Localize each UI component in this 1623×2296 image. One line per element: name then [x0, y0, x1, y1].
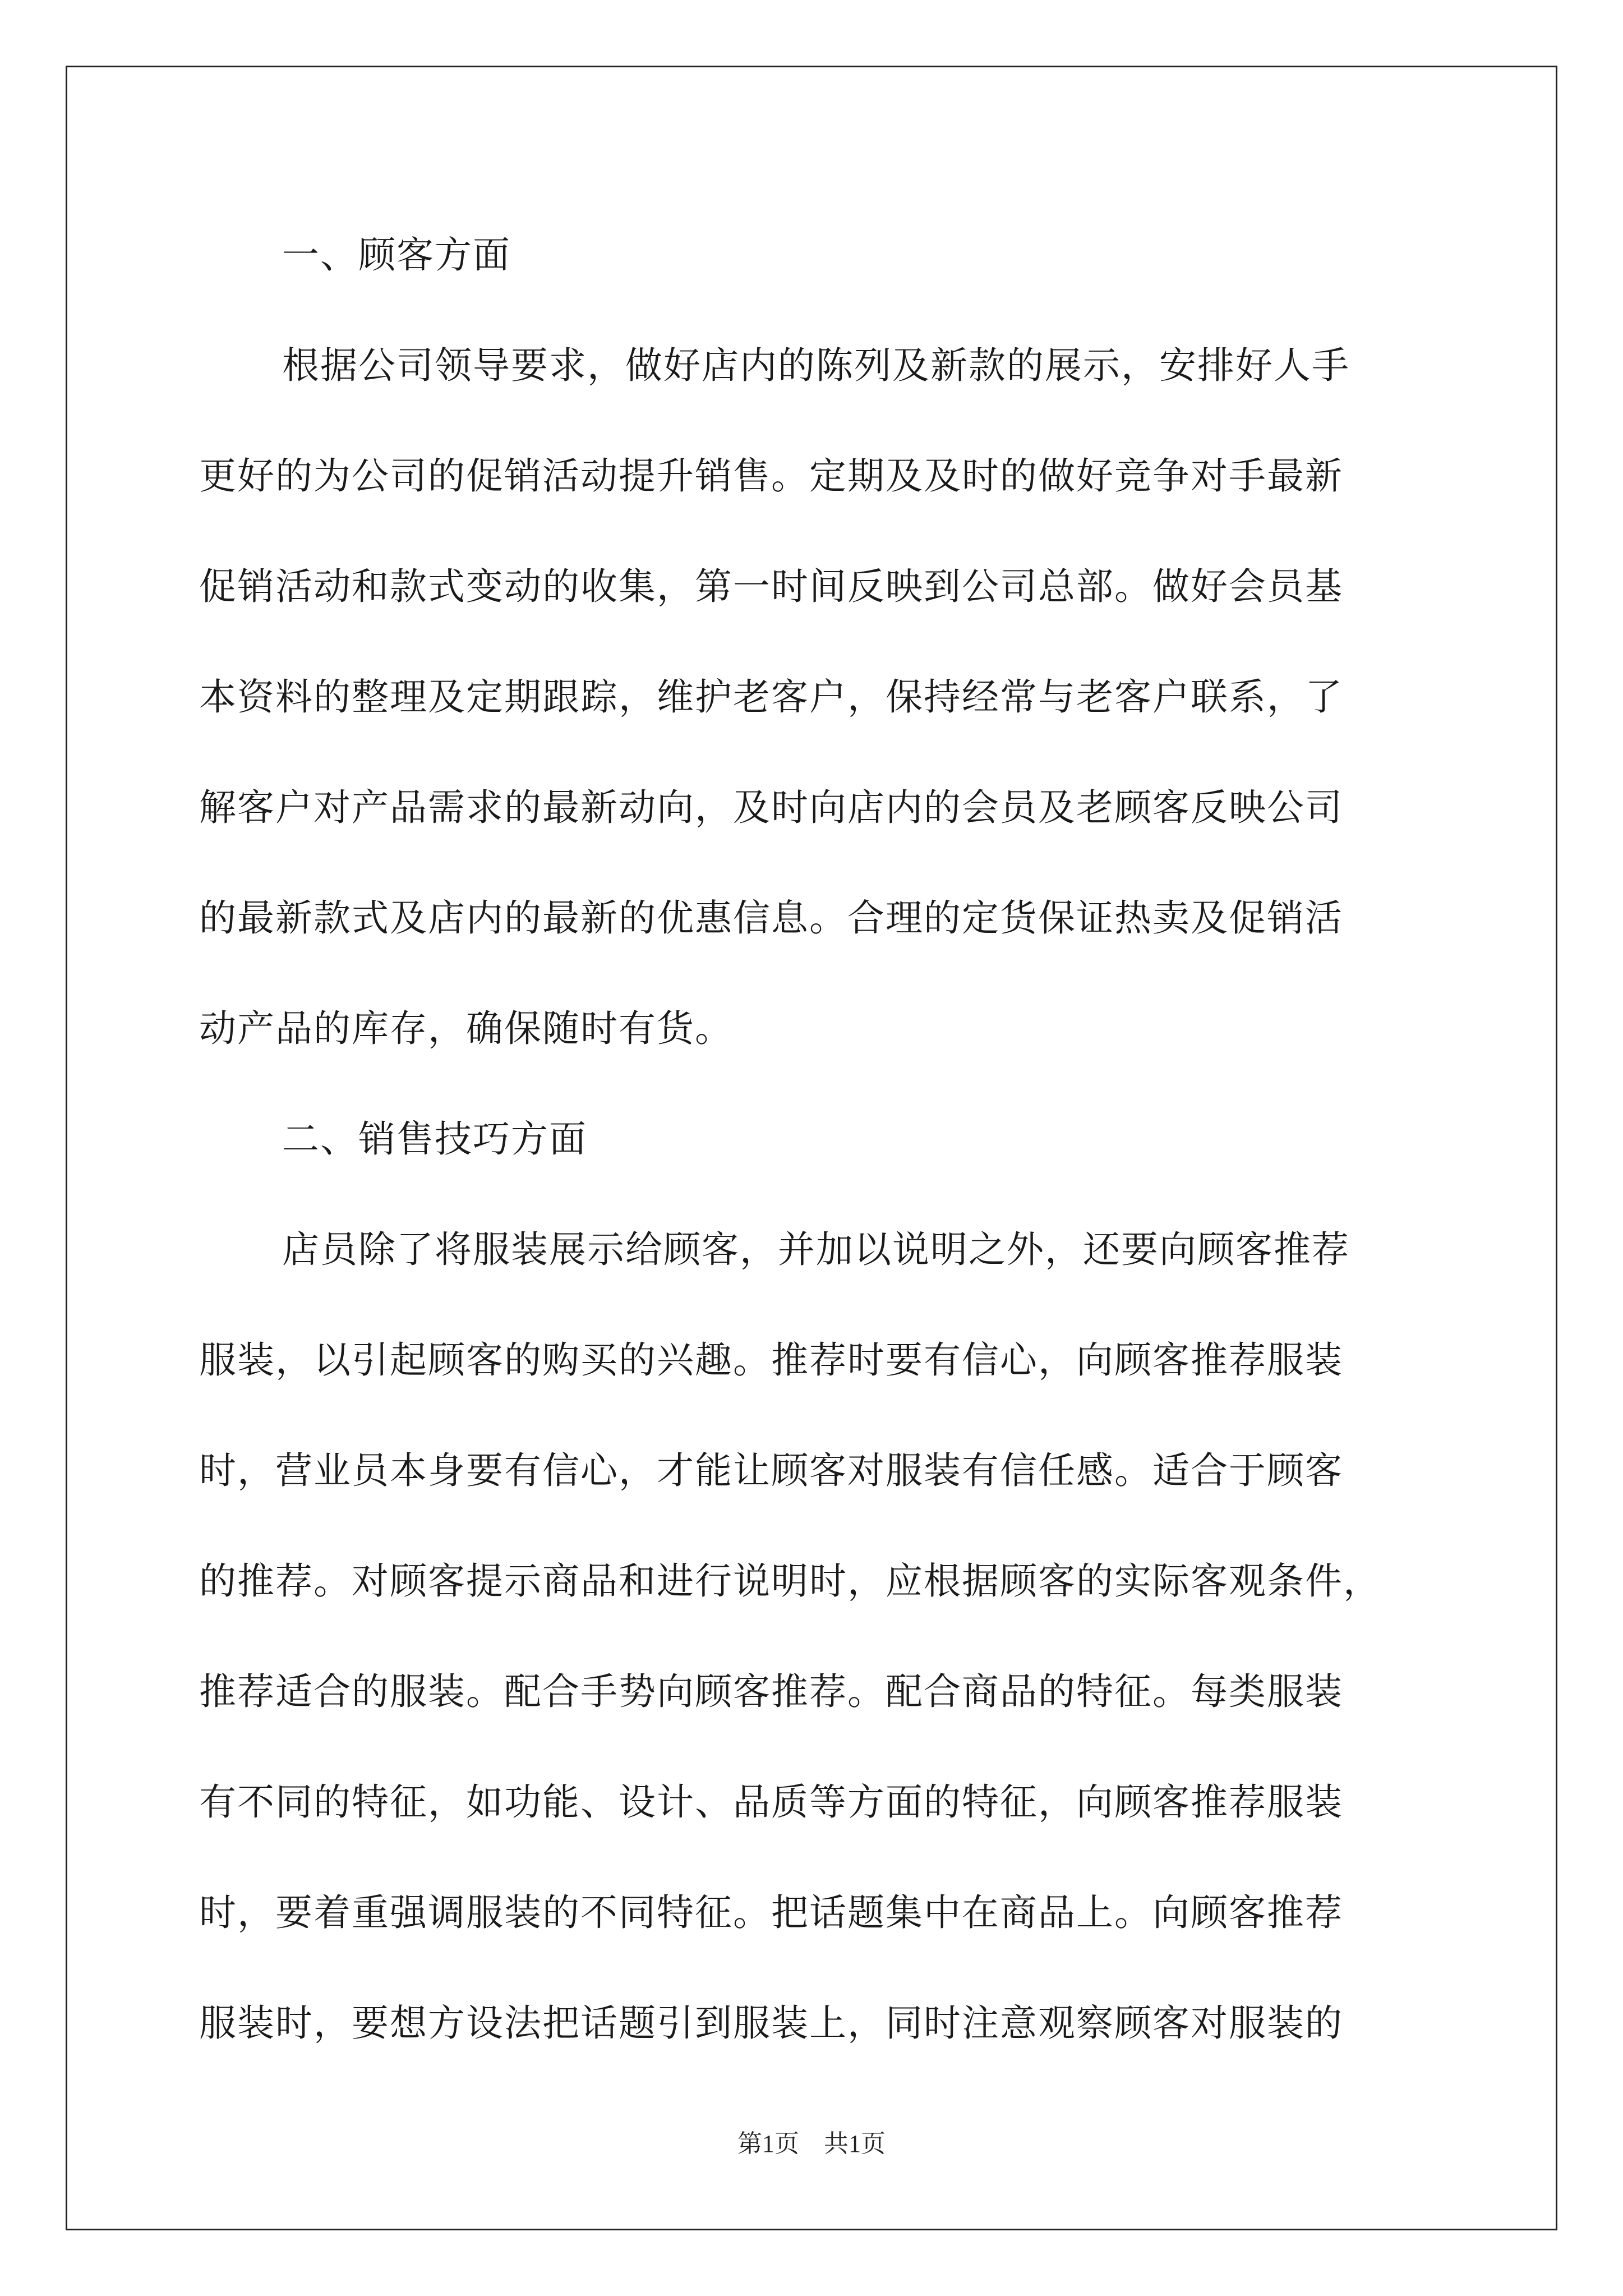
paragraph-line: 解客户对产品需求的最新动向，及时向店内的会员及老顾客反映公司: [199, 786, 1343, 829]
paragraph-line: 时，要着重强调服装的不同特征。把话题集中在商品上。向顾客推荐: [199, 1891, 1343, 1934]
paragraph-line: 推荐适合的服装。配合手势向顾客推荐。配合商品的特征。每类服装: [199, 1670, 1343, 1713]
section-heading-sales-skills: 二、销售技巧方面: [282, 1117, 587, 1161]
paragraph-line: 更好的为公司的促销活动提升销售。定期及及时的做好竞争对手最新: [199, 454, 1343, 498]
paragraph-line: 服装，以引起顾客的购买的兴趣。推荐时要有信心，向顾客推荐服装: [199, 1338, 1343, 1382]
paragraph-line: 本资料的整理及定期跟踪，维护老客户，保持经常与老客户联系，了: [199, 675, 1343, 719]
paragraph-line: 的最新款式及店内的最新的优惠信息。合理的定货保证热卖及促销活: [199, 896, 1343, 940]
paragraph-line: 根据公司领导要求，做好店内的陈列及新款的展示，安排好人手: [282, 344, 1350, 387]
paragraph-line: 动产品的库存，确保随时有货。: [199, 1007, 733, 1050]
page-number-footer: 第1页 共1页: [737, 2130, 886, 2157]
paragraph-line: 的推荐。对顾客提示商品和进行说明时，应根据顾客的实际客观条件，: [199, 1559, 1381, 1603]
section-heading-customers: 一、顾客方面: [282, 233, 511, 277]
paragraph-line: 促销活动和款式变动的收集，第一时间反映到公司总部。做好会员基: [199, 565, 1343, 608]
paragraph-line: 时，营业员本身要有信心，才能让顾客对服装有信任感。适合于顾客: [199, 1449, 1343, 1492]
paragraph-line: 店员除了将服装展示给顾客，并加以说明之外，还要向顾客推荐: [282, 1228, 1350, 1271]
paragraph-line: 有不同的特征，如功能、设计、品质等方面的特征，向顾客推荐服装: [199, 1780, 1343, 1824]
paragraph-line: 服装时，要想方设法把话题引到服装上，同时注意观察顾客对服装的: [199, 2001, 1343, 2045]
